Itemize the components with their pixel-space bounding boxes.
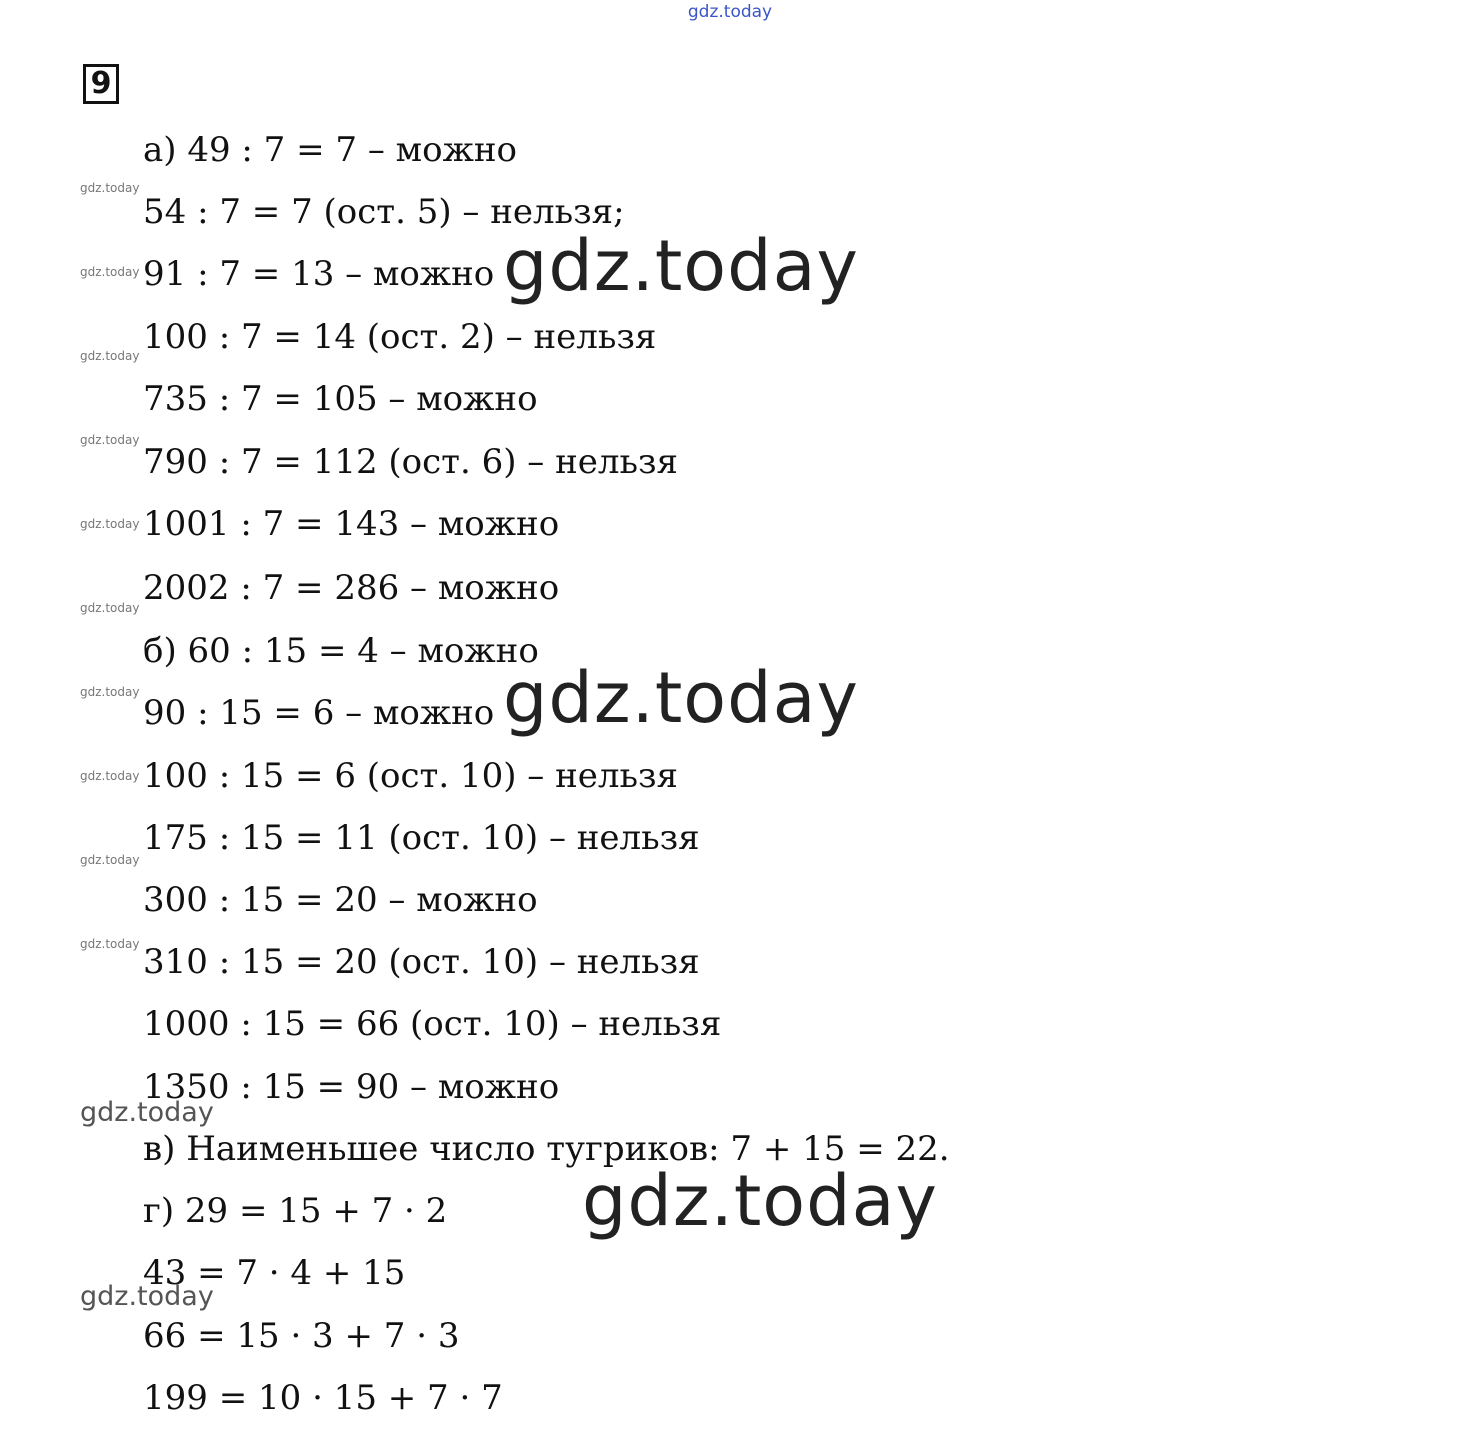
watermark-small: gdz.today (80, 601, 140, 615)
header-watermark: gdz.today (687, 2, 773, 22)
solution-line-g3: 66 = 15 · 3 + 7 · 3 (143, 1316, 460, 1356)
watermark-small: gdz.today (80, 853, 140, 867)
watermark-small: gdz.today (80, 517, 140, 531)
solution-line-a6: 790 : 7 = 112 (ост. 6) – нельзя (143, 442, 679, 482)
watermark-small: gdz.today (80, 769, 140, 783)
watermark-small: gdz.today (80, 265, 140, 279)
solution-line-v: в) Наименьшее число тугриков: 7 + 15 = 22. (143, 1129, 950, 1169)
solution-line-a1: а) 49 : 7 = 7 – можно (143, 130, 517, 170)
solution-line-a5: 735 : 7 = 105 – можно (143, 379, 538, 419)
solution-line-b8: 1350 : 15 = 90 – можно (143, 1067, 560, 1107)
solution-line-b7: 1000 : 15 = 66 (ост. 10) – нельзя (143, 1004, 722, 1044)
watermark-small: gdz.today (80, 937, 140, 951)
solution-line-g1: г) 29 = 15 + 7 · 2 (143, 1191, 448, 1231)
task-number-box: 9 (83, 64, 119, 104)
watermark-small: gdz.today (80, 685, 140, 699)
solution-line-b6: 310 : 15 = 20 (ост. 10) – нельзя (143, 942, 700, 982)
solution-line-a2: 54 : 7 = 7 (ост. 5) – нельзя; (143, 192, 625, 232)
watermark-large: gdz.today (503, 225, 859, 307)
solution-line-a3: 91 : 7 = 13 – можно (143, 254, 495, 294)
solution-line-a4: 100 : 7 = 14 (ост. 2) – нельзя (143, 317, 657, 357)
solution-line-b1: б) 60 : 15 = 4 – можно (143, 631, 539, 671)
solution-line-a8: 2002 : 7 = 286 – можно (143, 568, 560, 608)
watermark-large: gdz.today (582, 1160, 938, 1242)
solution-line-b4: 175 : 15 = 11 (ост. 10) – нельзя (143, 818, 700, 858)
solution-line-g2: 43 = 7 · 4 + 15 (143, 1253, 406, 1293)
solution-line-b2: 90 : 15 = 6 – можно (143, 693, 495, 733)
watermark-small: gdz.today (80, 349, 140, 363)
watermark-medium: gdz.today (80, 1097, 214, 1128)
solution-line-a7: 1001 : 7 = 143 – можно (143, 504, 560, 544)
solution-line-g4: 199 = 10 · 15 + 7 · 7 (143, 1378, 503, 1418)
watermark-small: gdz.today (80, 181, 140, 195)
solution-line-b5: 300 : 15 = 20 – можно (143, 880, 538, 920)
solution-line-b3: 100 : 15 = 6 (ост. 10) – нельзя (143, 756, 679, 796)
watermark-small: gdz.today (80, 433, 140, 447)
watermark-medium: gdz.today (80, 1281, 214, 1312)
watermark-large: gdz.today (503, 657, 859, 739)
